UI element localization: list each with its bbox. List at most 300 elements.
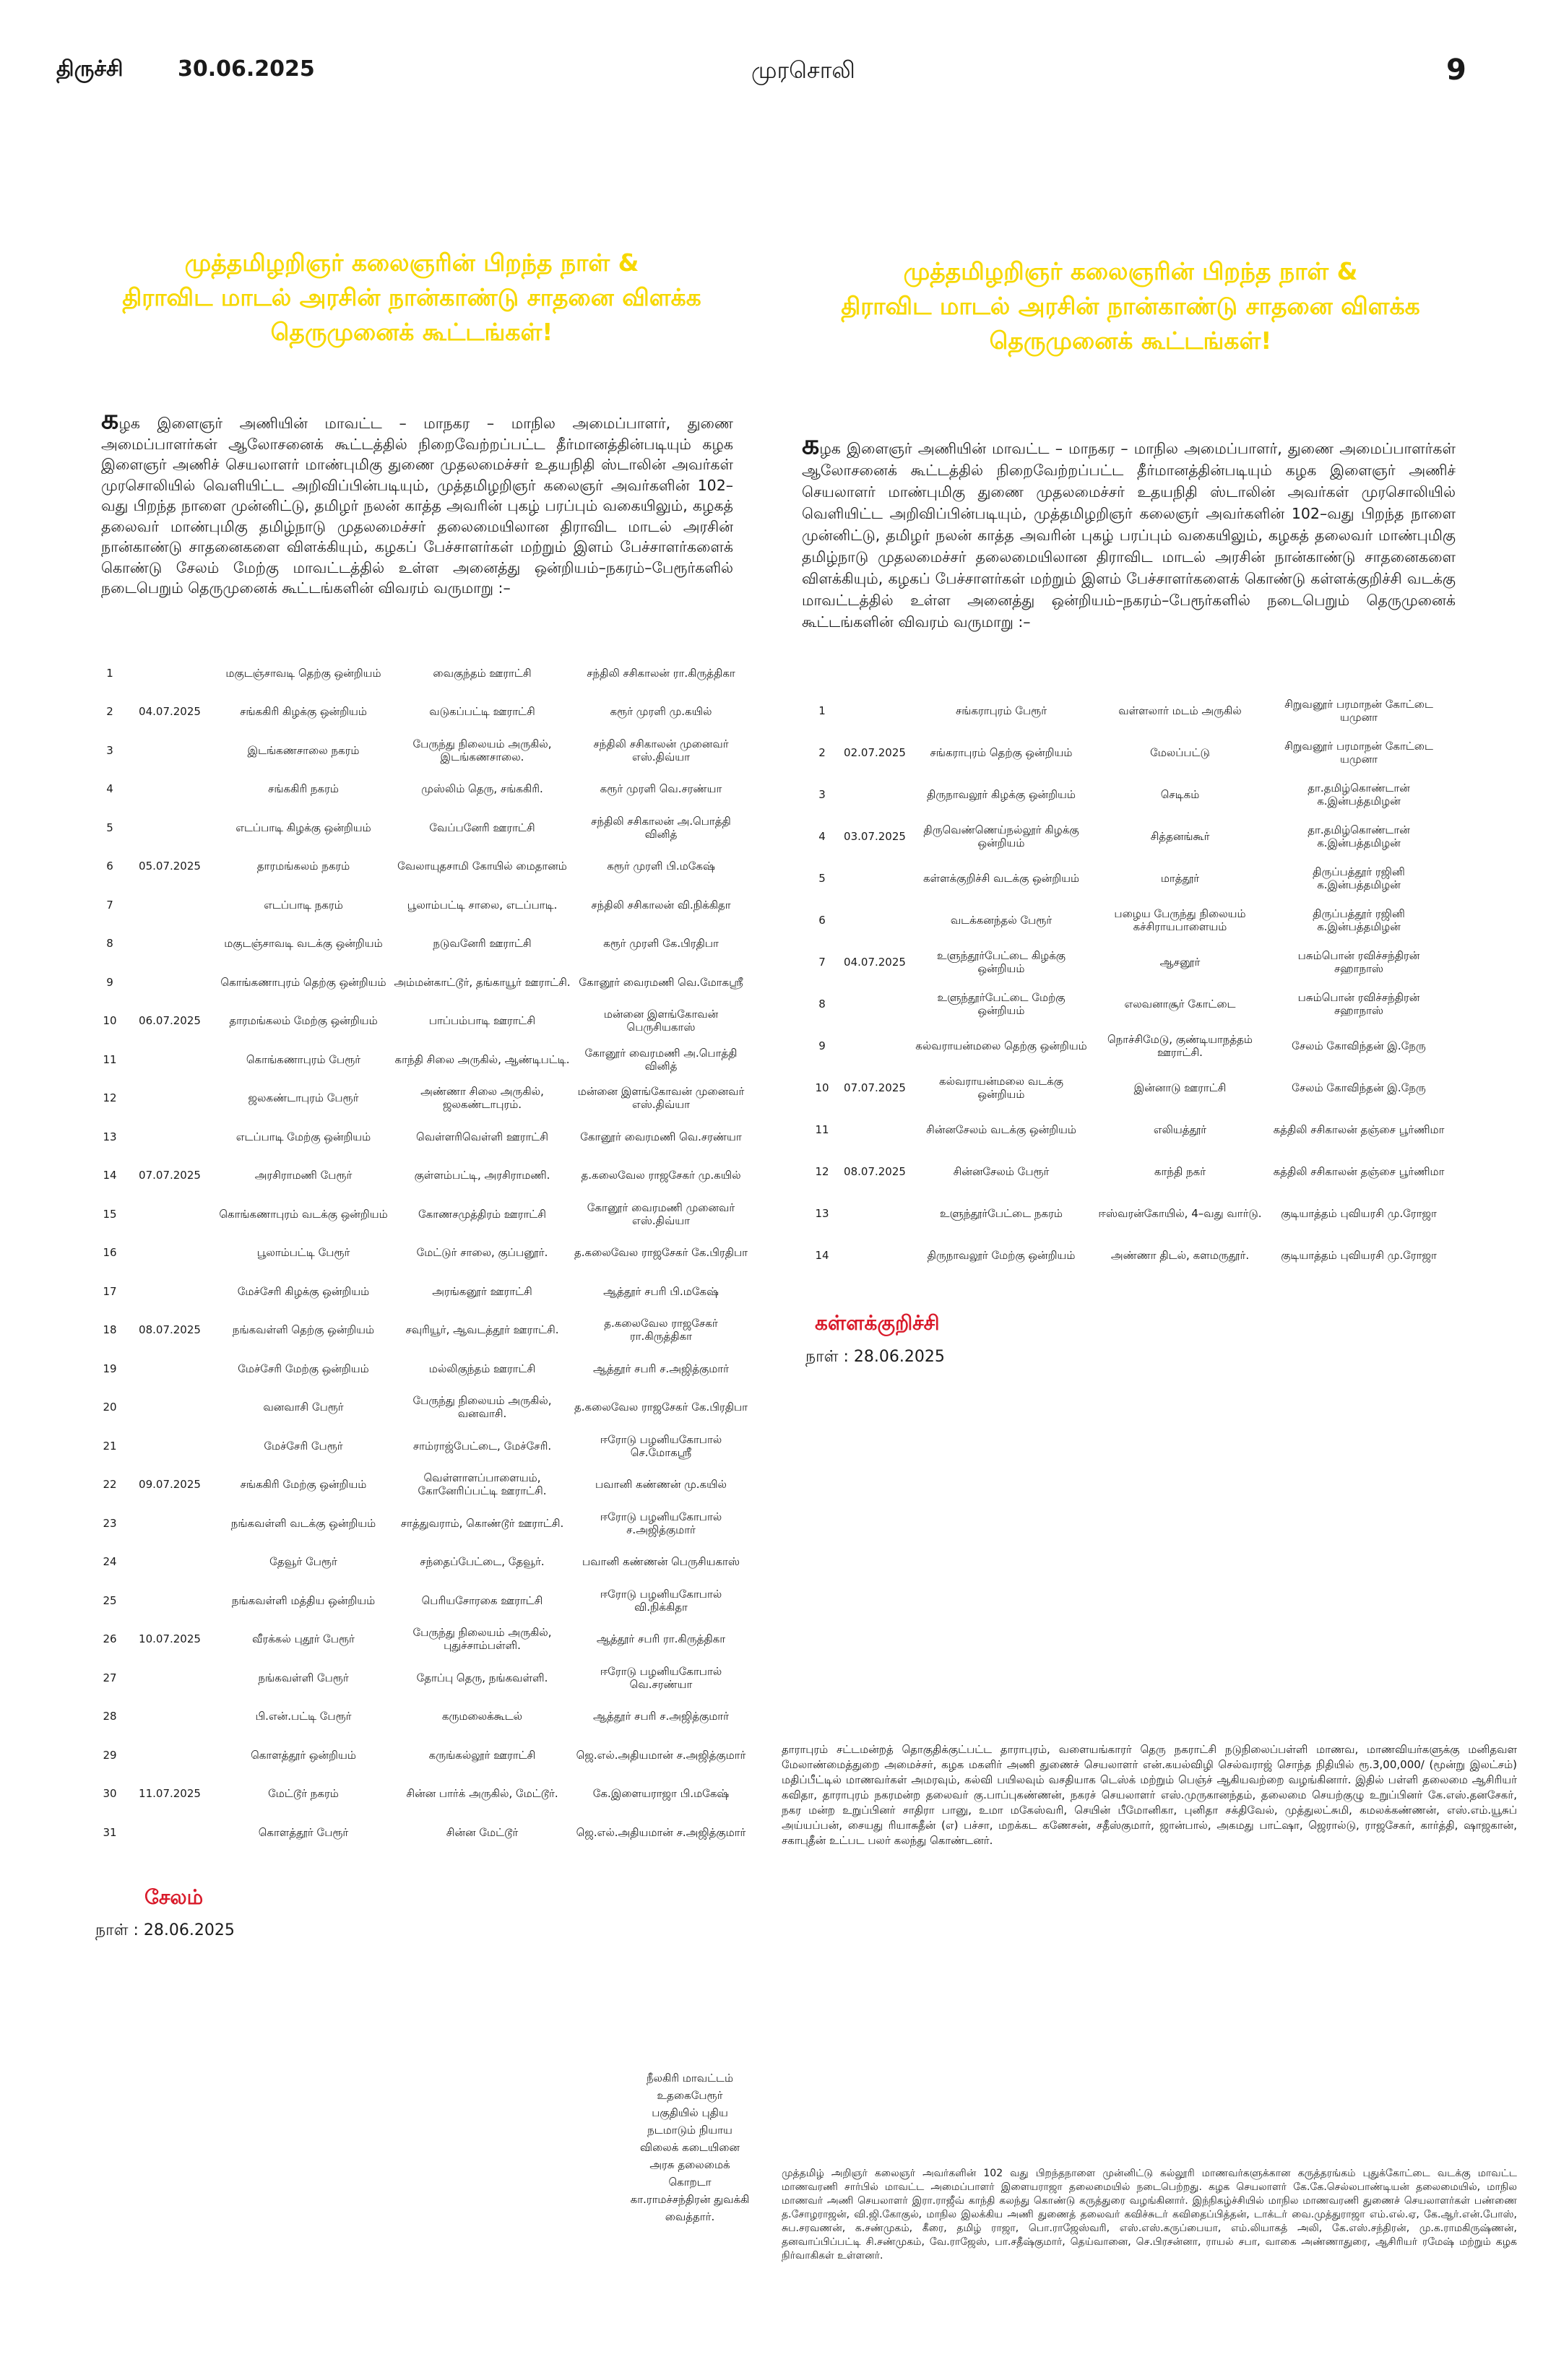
row-location: பேருந்து நிலையம் அருகில், இடங்கணசாலை.: [412, 737, 552, 763]
row-location: கோணசமுத்திரம் ஊராட்சி: [418, 1207, 546, 1221]
row-place: கொங்கணாபுரம் பேரூர்: [246, 1052, 361, 1066]
row-location: முஸ்லிம் தெரு, சங்ககிரி.: [421, 782, 543, 796]
schedule-row: [97, 1466, 748, 1505]
row-date: [123, 654, 217, 693]
nilgiri-caption-line: வைத்தார்.: [665, 2210, 715, 2223]
row-number: 20: [103, 1401, 117, 1414]
right-date-line: நாள் : 28.06.2025: [805, 1348, 945, 1366]
row-date: 07.07.2025: [844, 1081, 906, 1094]
row-speakers: ஆத்தூர் சபரி ச.அஜித்குமார்: [593, 1710, 729, 1723]
row-place: எடப்பாடி கிழக்கு ஒன்றியம்: [235, 821, 371, 834]
row-number: 15: [103, 1207, 117, 1221]
row-place: நங்கவள்ளி தெற்கு ஒன்றியம்: [232, 1323, 375, 1337]
row-speakers: கத்திலி சசிகாலன் தஞ்சை பூர்ணிமா: [1273, 1123, 1445, 1136]
row-speakers: ஈரோடு பழனியகோபால் வெ.சரண்யா: [600, 1664, 722, 1691]
row-speakers: கோனூர் வைரமணி வெ.மோகஸ்ரீ: [579, 975, 743, 989]
row-number: 4: [106, 782, 113, 796]
schedule-row: [97, 1195, 748, 1234]
row-place: கொங்கணாபுரம் வடக்கு ஒன்றியம்: [219, 1207, 388, 1221]
row-number: 17: [103, 1284, 117, 1298]
row-speakers: ஈரோடு பழனியகோபால் ச.அஜித்குமார்: [600, 1510, 722, 1536]
row-speakers: கோனூர் வைரமணி வெ.சரண்யா: [580, 1130, 742, 1143]
row-place: உளுந்தூர்பேட்டை மேற்கு ஒன்றியம்: [937, 991, 1066, 1017]
row-date: [123, 1697, 217, 1736]
right-article: [802, 254, 1459, 358]
nilgiri-caption-line: கா.ராமச்சந்திரன் துவக்கி: [630, 2193, 750, 2206]
row-location: வெள்ளரிவெள்ளி ஊராட்சி: [416, 1130, 548, 1143]
row-date: [835, 774, 915, 815]
row-number: 2: [818, 746, 826, 759]
row-number: 13: [103, 1130, 117, 1143]
row-place: மேச்சேரி மேற்கு ஒன்றியம்: [238, 1362, 369, 1375]
row-speakers: கே.இளையராஜா பி.மகேஷ்: [592, 1787, 730, 1801]
header-city: திருச்சி: [56, 56, 124, 82]
row-speakers: பசும்பொன் ரவிச்சந்திரன் சஹாநாஸ்: [1297, 949, 1420, 975]
schedule-row: [97, 1388, 748, 1427]
row-place: உளுந்தூர்பேட்டை நகரம்: [940, 1207, 1063, 1220]
pudukkottai-news: முத்தமிழ் அறிஞர் கலைஞர் அவர்களின் 102 வது பிறந்தநாளை முன்னிட்டு கல்லூரி மாணவர்களுக்கான கருத்தரங்கம் புதுக்கோட்டை வடக்கு மாவட்ட மாணவரணி சார்பில் மாவட்ட அமைப்பாளர் இளையராஜா தலைமையில் நடைபெற்றது. கழக செயலாளர் கே.கே.செல்லபாண்டியன் தலைமையில், மாநில மாணவர் அணி செயலாளர் இரா.ராஜீவ் காந்தி கலந்து கொண்டு கருத்துரை வழங்கினார். இந்நிகழ்ச்சியில் மாநில மாணவரணி துணைச் செயலாளர்கள் பண்ணை த.சோழராஜன், வி.ஜி.கோகுல், மாநில இலக்கிய அணி துணைத் தலைவர் கவிச்சுடர் கவிதைப்பித்தன், டாக்டர் வை.முத்துராஜா எம்.எல்.ஏ, கே.ஆர்.என்.போஸ், சுப.சரவணன், க.சண்முகம், கீரை, தமிழ் ராஜா, பொ.ராஜேஸ்வரி, எஸ்.எஸ்.கருப்பையா, எம்.லியாகத் அலி, கே.எஸ்.சந்திரன், மு.க.ராமகிருஷ்ணன், தனவாப்பிப்பட்டி சி.சண்முகம், வே.ராஜேஸ், பா.சதீஷ்குமார், தெய்வானை, செ.பிரசன்னா, ராயல் சபா, வாகை அண்ணாதுரை, ஆசிரியர் ரமேஷ் மற்றும் கழக நிர்வாகிகள் உள்ளனர்.: [782, 2168, 1517, 2262]
row-location: சின்ன மேட்டூர்: [446, 1825, 519, 1839]
row-date: [123, 1658, 217, 1697]
schedule-row: [97, 654, 748, 693]
row-place: மகுடஞ்சாவடி தெற்கு ஒன்றியம்: [225, 666, 381, 680]
schedule-row: [809, 690, 1445, 732]
row-speakers: சிறுவனூர் பரமாநன் கோட்டை யமுனா: [1284, 740, 1433, 766]
row-speakers: கத்திலி சசிகாலன் தஞ்சை பூர்ணிமா: [1273, 1165, 1445, 1178]
row-speakers: ஈரோடு பழனியகோபால் வி.நிக்கிதா: [600, 1587, 722, 1614]
row-number: 23: [103, 1516, 117, 1530]
schedule-row: [97, 847, 748, 886]
row-location: எலவனாசூர் கோட்டை: [1124, 998, 1236, 1011]
schedule-row: [97, 1697, 748, 1736]
schedule-row: [809, 732, 1445, 774]
row-speakers: கரூர் முரளி கே.பிரதிபா: [603, 937, 719, 951]
row-date: 05.07.2025: [139, 860, 201, 873]
row-date: [123, 1272, 217, 1311]
row-date: [123, 1040, 217, 1079]
row-location: தோப்பு தெரு, நங்கவள்ளி.: [416, 1671, 548, 1684]
schedule-row: [809, 1109, 1445, 1151]
row-number: 19: [103, 1362, 117, 1375]
row-speakers: திருப்பத்தூர் ரஜினி க.இன்பத்தமிழன்: [1313, 865, 1405, 891]
row-location: இன்னாடு ஊராட்சி: [1133, 1081, 1227, 1094]
right-title-line: முத்தமிழறிஞர் கலைஞரின் பிறந்த நாள் &: [903, 257, 1358, 285]
schedule-row: [97, 925, 748, 964]
right-title-line: திராவிட மாடல் அரசின் நான்காண்டு சாதனை விளக்க: [841, 292, 1420, 320]
row-place: அரசிராமணி பேரூர்: [254, 1169, 353, 1182]
nilgiri-caption-line: பகுதியில் புதிய: [652, 2106, 728, 2119]
row-number: 8: [106, 937, 113, 951]
row-number: 30: [103, 1787, 117, 1801]
row-date: 08.07.2025: [844, 1165, 906, 1178]
row-date: [123, 808, 217, 847]
left-schedule-table: [97, 654, 748, 1852]
row-number: 21: [103, 1439, 117, 1453]
row-date: 04.07.2025: [139, 705, 201, 719]
row-date: [835, 1193, 915, 1234]
schedule-row: [809, 1067, 1445, 1109]
nilgiri-caption-line: விலைக் கடையினை: [640, 2141, 740, 2154]
schedule-row: [809, 1151, 1445, 1193]
row-speakers: தா.தமிழ்கொண்டான் க.இன்பத்தமிழன்: [1308, 782, 1410, 808]
row-date: [123, 1195, 217, 1234]
row-speakers: ஜெ.எல்.அதியமான் ச.அஜித்குமார்: [576, 1748, 746, 1762]
row-place: கள்ளக்குறிச்சி வடக்கு ஒன்றியம்: [922, 872, 1080, 885]
row-location: பழைய பேருந்து நிலையம் கச்சிராயபாளையம்: [1114, 907, 1246, 933]
row-date: [123, 1388, 217, 1427]
row-date: [835, 899, 915, 941]
schedule-row: [97, 1117, 748, 1156]
row-number: 14: [103, 1169, 117, 1182]
row-speakers: கோனூர் வைரமணி முனைவர் எஸ்.திவ்யா: [587, 1200, 735, 1227]
row-place: தாரமங்கலம் நகரம்: [256, 860, 350, 873]
schedule-row: [809, 983, 1445, 1025]
row-speakers: குடியாத்தம் புவியரசி மு.ரோஜா: [1281, 1207, 1437, 1220]
row-speakers: சேலம் கோவிந்தன் இ.நேரு: [1292, 1039, 1426, 1052]
row-location: அம்மன்காட்டூர், தங்காயூர் ஊராட்சி.: [394, 975, 571, 989]
row-date: [123, 1736, 217, 1775]
row-location: சவுரியூர், ஆவடத்தூர் ஊராட்சி.: [405, 1323, 559, 1337]
row-location: மேட்டுர் சாலை, குப்பனூர்.: [416, 1246, 548, 1260]
schedule-row: [97, 808, 748, 847]
schedule-row: [809, 941, 1445, 983]
schedule-row: [97, 1427, 748, 1466]
row-location: சித்தனங்கூர்: [1150, 830, 1210, 843]
schedule-row: [97, 1311, 748, 1350]
schedule-row: [97, 1504, 748, 1543]
row-place: திருநாவலூர் கிழக்கு ஒன்றியம்: [927, 788, 1076, 801]
row-date: [123, 886, 217, 925]
row-location: பேருந்து நிலையம் அருகில், வனவாசி.: [412, 1394, 552, 1421]
schedule-row: [97, 1581, 748, 1620]
row-number: 31: [103, 1825, 117, 1839]
row-date: [123, 1543, 217, 1582]
schedule-row: [97, 1658, 748, 1697]
row-date: 07.07.2025: [139, 1169, 201, 1182]
row-location: மாத்தூர்: [1160, 872, 1200, 885]
row-date: [123, 731, 217, 770]
left-intro: [101, 403, 733, 599]
row-location: பாப்பம்பாடி ஊராட்சி: [428, 1014, 536, 1028]
row-speakers: சிறுவனூர் பரமாநன் கோட்டை யமுனா: [1284, 698, 1433, 724]
schedule-row: [97, 1775, 748, 1814]
row-place: நங்கவள்ளி மத்திய ஒன்றியம்: [231, 1593, 376, 1607]
row-location: ஆசனூர்: [1159, 956, 1201, 969]
schedule-row: [97, 1813, 748, 1852]
row-date: [835, 1025, 915, 1067]
left-intro-text: ழக இளைஞர் அணியின் மாவட்ட – மாநகர – மாநில அமைப்பாளர், துணை அமைப்பாளர்கள் ஆலோசனைக் கூட்டத்தில் நிறைவேற்றப்பட்ட தீர்மானத்தின்படியும் கழக இளைஞர் அணிச் செயலாளர் மாண்புமிகு துணை முதலமைச்சர் உதயநிதி ஸ்டாலின் அவர்கள் முரசொலியில் வெளியிட்ட அறிவிப்பின்படியும், முத்தமிழறிஞர் கலைஞர் அவர்களின் 102–வது பிறந்த நாளை முன்னிட்டு, தமிழர் நலன் காத்த அவரின் புகழ் பரப்பும் வகையிலும், கழகத் தலைவர் மாண்புமிகு தமிழ்நாடு முதலமைச்சர் தலைமையிலான திராவிட மாடல் அரசின் நான்காண்டு சாதனைகளை விளக்கியும், கழகப் பேச்சாளர்கள் மற்றும் இளம் பேச்சாளர்களைக் கொண்டு சேலம் மேற்கு மாவட்டத்தில் உள்ள அனைத்து ஒன்றியம்–நகரம்–பேரூர்களில் நடைபெறும் தெருமுனைக் கூட்டங்களின் விவரம் வருமாறு :–: [101, 415, 733, 597]
left-title-line: தெருமுனைக் கூட்டங்கள்!: [270, 318, 553, 346]
row-number: 3: [106, 743, 113, 757]
row-place: எடப்பாடி நகரம்: [264, 898, 343, 912]
row-speakers: சந்திலி சசிகாலன் வி.நிக்கிதா: [591, 898, 731, 912]
row-speakers: பசும்பொன் ரவிச்சந்திரன் சஹாநாஸ்: [1297, 991, 1420, 1017]
row-number: 13: [815, 1207, 829, 1220]
row-speakers: கோனூர் வைரமணி அ.பொத்தி வினித்: [584, 1046, 738, 1073]
row-date: [123, 925, 217, 964]
row-number: 9: [818, 1039, 826, 1052]
row-location: வேலாயுதசாமி கோயில் மைதானம்: [397, 860, 567, 873]
row-date: [123, 770, 217, 809]
row-place: சங்கராபுரம் தெற்கு ஒன்றியம்: [930, 746, 1073, 759]
row-number: 27: [103, 1671, 117, 1684]
row-number: 4: [818, 830, 826, 843]
right-region-title: கள்ளக்குறிச்சி: [815, 1311, 940, 1335]
row-place: தாரமங்கலம் மேற்கு ஒன்றியம்: [229, 1014, 378, 1028]
row-location: பெரியசோரகை ஊராட்சி: [421, 1593, 543, 1607]
row-date: [123, 1581, 217, 1620]
right-intro-dropcap: க: [802, 428, 820, 460]
row-speakers: தா.தமிழ்கொண்டான் க.இன்பத்தமிழன்: [1308, 823, 1410, 849]
row-number: 3: [818, 788, 826, 801]
row-place: கல்வராயன்மலை வடக்கு ஒன்றியம்: [938, 1075, 1063, 1101]
row-place: உளுந்தூர்பேட்டை கிழக்கு ஒன்றியம்: [936, 949, 1066, 975]
row-speakers: சேலம் கோவிந்தன் இ.நேரு: [1292, 1081, 1426, 1094]
row-speakers: குடியாத்தம் புவியரசி மு.ரோஜா: [1281, 1249, 1437, 1262]
right-article-title: [802, 254, 1459, 358]
row-place: நங்கவள்ளி வடக்கு ஒன்றியம்: [230, 1516, 376, 1530]
row-place: கொளத்தூர் பேரூர்: [258, 1825, 349, 1839]
row-location: வேப்பனேரி ஊராட்சி: [429, 821, 535, 834]
row-date: 08.07.2025: [139, 1323, 201, 1337]
row-date: [123, 1117, 217, 1156]
row-place: கல்வராயன்மலை தெற்கு ஒன்றியம்: [915, 1039, 1087, 1052]
left-title-line: திராவிட மாடல் அரசின் நான்காண்டு சாதனை விளக்க: [122, 283, 701, 311]
row-location: காந்தி சிலை அருகில், ஆண்டிபட்டி.: [394, 1052, 570, 1066]
row-date: [123, 1079, 217, 1118]
row-speakers: த.கலைவேல ராஜசேகர் கே.பிரதிபா: [574, 1246, 748, 1260]
row-date: [123, 963, 217, 1002]
row-location: நொச்சிமேடு, குண்டியாநத்தம் ஊராட்சி.: [1107, 1033, 1253, 1059]
nilgiri-caption: [618, 2069, 762, 2225]
header-newspaper-name: முரசொலி: [751, 56, 855, 84]
row-date: [835, 983, 915, 1025]
row-place: சின்னசேலம் பேரூர்: [953, 1165, 1050, 1178]
row-place: மகுடஞ்சாவடி வடக்கு ஒன்றியம்: [224, 937, 383, 951]
row-number: 6: [818, 914, 826, 927]
row-date: [123, 1504, 217, 1543]
schedule-row: [809, 1234, 1445, 1276]
row-location: நடுவனேரி ஊராட்சி: [433, 937, 532, 951]
schedule-row: [809, 1025, 1445, 1067]
row-place: மேச்சேரி கிழக்கு ஒன்றியம்: [237, 1284, 370, 1298]
row-location: வைகுந்தம் ஊராட்சி: [433, 666, 532, 680]
row-place: வீரக்கல் புதூர் பேரூர்: [252, 1632, 355, 1646]
row-speakers: மன்னை இளங்கோவன் முனைவர் எஸ்.திவ்யா: [577, 1085, 745, 1112]
row-speakers: ஆத்தூர் சபரி ரா.கிருத்திகா: [596, 1632, 726, 1646]
schedule-row: [97, 1272, 748, 1311]
row-location: கருங்கல்லூர் ஊராட்சி: [428, 1748, 536, 1762]
nilgiri-caption-line: அரசு தலைமைக்: [649, 2158, 730, 2171]
row-number: 1: [818, 704, 826, 717]
row-speakers: பவானி கண்ணன் பெருசியகாஸ்: [582, 1555, 740, 1569]
right-intro: [802, 428, 1456, 633]
row-date: 02.07.2025: [844, 746, 906, 759]
row-location: அண்ணா திடல், களமருதூர்.: [1110, 1249, 1250, 1262]
row-number: 5: [106, 821, 113, 834]
row-place: தேவூர் பேரூர்: [269, 1555, 337, 1569]
row-place: பூலாம்பட்டி பேரூர்: [256, 1246, 350, 1260]
row-speakers: சந்திலி சசிகாலன் முனைவர் எஸ்.திவ்யா: [593, 737, 729, 763]
schedule-row: [97, 770, 748, 809]
row-place: எடப்பாடி மேற்கு ஒன்றியம்: [235, 1130, 371, 1143]
row-location: எலியத்தூர்: [1153, 1123, 1207, 1136]
nilgiri-caption-line: நீலகிரி மாவட்டம்: [646, 2072, 734, 2085]
row-date: [123, 1813, 217, 1852]
schedule-row: [809, 857, 1445, 899]
row-date: [835, 1109, 915, 1151]
header-date: 30.06.2025: [178, 56, 315, 82]
row-date: 04.07.2025: [844, 956, 906, 969]
row-speakers: த.கலைவேல ராஜசேகர் கே.பிரதிபா: [574, 1401, 748, 1414]
right-schedule-table: [809, 690, 1445, 1276]
schedule-row: [97, 1079, 748, 1118]
schedule-row: [97, 1040, 748, 1079]
schedule-row: [97, 731, 748, 770]
row-location: மேலப்பட்டு: [1150, 746, 1210, 759]
row-location: காந்தி நகர்: [1154, 1165, 1206, 1178]
row-speakers: திருப்பத்தூர் ரஜினி க.இன்பத்தமிழன்: [1313, 907, 1405, 933]
row-place: பி.என்.பட்டி பேரூர்: [255, 1710, 352, 1723]
row-number: 6: [106, 860, 113, 873]
row-location: மல்லிகுந்தம் ஊராட்சி: [428, 1362, 536, 1375]
row-place: மேச்சேரி பேரூர்: [264, 1439, 343, 1453]
row-number: 29: [103, 1748, 117, 1762]
row-location: வடுகப்பட்டி ஊராட்சி: [429, 705, 535, 719]
row-location: அண்ணா சிலை அருகில், ஜலகண்டாபுரம்.: [420, 1085, 544, 1112]
row-place: சங்கராபுரம் பேரூர்: [955, 704, 1047, 717]
schedule-row: [97, 1543, 748, 1582]
row-speakers: கரூர் முரளி மு.கயில்: [610, 705, 712, 719]
page-header: [0, 53, 1543, 92]
row-date: [123, 1349, 217, 1388]
schedule-row: [97, 693, 748, 732]
row-location: குள்ளம்பட்டி, அரசிராமணி.: [414, 1169, 550, 1182]
row-speakers: ஈரோடு பழனியகோபால் செ.மோகஸ்ரீ: [600, 1432, 722, 1459]
row-date: 06.07.2025: [139, 1014, 201, 1028]
row-number: 14: [815, 1249, 829, 1262]
left-article-title: [87, 246, 737, 350]
row-number: 12: [815, 1165, 829, 1178]
row-speakers: ஜெ.எல்.அதியமான் ச.அஜித்குமார்: [576, 1825, 746, 1839]
nilgiri-caption-line: நடமாடும் நியாய: [647, 2124, 732, 2137]
row-speakers: ஆத்தூர் சபரி ச.அஜித்குமார்: [593, 1362, 729, 1375]
row-speakers: த.கலைவேல ராஜசேகர் மு.கயில்: [581, 1169, 741, 1182]
schedule-row: [809, 899, 1445, 941]
left-title-line: முத்தமிழறிஞர் கலைஞரின் பிறந்த நாள் &: [184, 248, 639, 277]
row-location: கருமலைக்கூடல்: [441, 1710, 523, 1723]
nilgiri-caption-line: உதகைபேரூர்: [657, 2089, 723, 2102]
row-number: 8: [818, 998, 826, 1011]
row-number: 16: [103, 1246, 117, 1260]
schedule-row: [97, 1002, 748, 1041]
row-speakers: த.கலைவேல ராஜசேகர் ரா.கிருத்திகா: [604, 1317, 718, 1343]
row-date: [835, 857, 915, 899]
row-place: வனவாசி பேரூர்: [263, 1401, 344, 1414]
row-place: கொளத்தூர் ஒன்றியம்: [251, 1748, 356, 1762]
row-number: 10: [103, 1014, 117, 1028]
row-date: 03.07.2025: [844, 830, 906, 843]
schedule-row: [97, 1620, 748, 1659]
row-number: 7: [106, 898, 113, 912]
schedule-row: [809, 815, 1445, 857]
row-location: சந்தைப்பேட்டை, தேவூர்.: [420, 1555, 545, 1569]
row-number: 12: [103, 1091, 117, 1105]
row-number: 18: [103, 1323, 117, 1337]
row-location: ஈஸ்வரன்கோயில், 4–வது வார்டு.: [1098, 1207, 1262, 1220]
row-location: சாம்ராஜ்பேட்டை, மேச்சேரி.: [412, 1439, 552, 1453]
row-date: 09.07.2025: [139, 1478, 201, 1492]
row-number: 11: [815, 1123, 829, 1136]
schedule-row: [97, 1736, 748, 1775]
schedule-row: [809, 1193, 1445, 1234]
row-speakers: சந்திலி சசிகாலன் அ.பொத்தி வினித்: [591, 814, 731, 841]
schedule-row: [97, 1156, 748, 1195]
row-date: [123, 1427, 217, 1466]
schedule-row: [97, 1349, 748, 1388]
left-region-title: சேலம்: [144, 1885, 204, 1909]
schedule-row: [97, 1234, 748, 1273]
row-place: சின்னசேலம் வடக்கு ஒன்றியம்: [926, 1123, 1076, 1136]
schedule-row: [97, 886, 748, 925]
row-number: 7: [818, 956, 826, 969]
row-place: கொங்கணாபுரம் தெற்கு ஒன்றியம்: [220, 975, 386, 989]
row-location: வள்ளலார் மடம் அருகில்: [1118, 704, 1242, 717]
row-location: சின்ன பார்க் அருகில், மேட்டூர்.: [406, 1787, 558, 1801]
schedule-row: [809, 774, 1445, 815]
row-number: 5: [818, 872, 826, 885]
row-number: 11: [103, 1052, 117, 1066]
row-place: இடங்கணசாலை நகரம்: [247, 743, 360, 757]
row-speakers: கரூர் முரளி பி.மகேஷ்: [607, 860, 715, 873]
row-date: [835, 690, 915, 732]
row-place: சங்ககிரி கிழக்கு ஒன்றியம்: [240, 705, 367, 719]
row-speakers: கரூர் முரளி வெ.சரண்யா: [600, 782, 722, 796]
row-number: 10: [815, 1081, 829, 1094]
row-date: 10.07.2025: [139, 1632, 201, 1646]
right-title-line: தெருமுனைக் கூட்டங்கள்!: [989, 326, 1272, 355]
tharapuram-news: தாராபுரம் சட்டமன்றத் தொகுதிக்குட்பட்ட தாராபுரம், வளையங்காரர் தெரு நகராட்சி நடுநிலைப்பள்ளி மாணவ, மாணவியர்களுக்கு மனிதவள மேலாண்மைத்துறை அமைச்சர், கழக மகளிர் அணி துணைச் செயலாளர் என்.கயல்விழி செல்வராஜ் சொந்த நிதியில் ரூ.3,00,000/ (மூன்று இலட்சம்) மதிப்பீட்டில் மாணவர்கள் அமரவும், கல்வி பயிலவும் வசதியாக டெஸ்க் மற்றும் பெஞ்ச் ஆகியவற்றை வழங்கினார். இதில் பள்ளி தலைமை ஆசிரியர் கவிதா, தாராபுரம் நகரமன்ற தலைவர் கு.பாப்புகண்ணன், நகரச் செயலாளர் எஸ்.முருகானந்தம், தலைமை செயற்குழு உறுப்பினர் கே.எஸ்.தனசேகர், நகர மன்ற உறுப்பினர் சாதிரா பானு, உமா மகேஸ்வரி, செயின் பீமோனிகா, புனிதா சக்திவேல், முத்துலட்சுமி, கமலக்கண்ணன், எஸ்.எம்.யூசுப் அய்யப்பன், சையது ரியாசுதீன் (எ) பச்சா, மறக்கட கணேசன், சதீஸ்குமார், ஜான்பால், அகமது பாட்ஷா, ஜெரால்டு, ராஜசேகர், கார்த்தி, ஷாஜகான், சகாபுதீன் உட்பட பலர் கலந்து கொண்டனர்.: [782, 1743, 1517, 1847]
row-location: வெள்ளாளப்பாளையம், கோனேரிப்பட்டி ஊராட்சி.: [418, 1471, 547, 1498]
schedule-row: [97, 963, 748, 1002]
row-number: 1: [106, 666, 113, 680]
row-speakers: ஆத்தூர் சபரி பி.மகேஷ்: [603, 1284, 719, 1298]
row-place: சங்ககிரி நகரம்: [268, 782, 339, 796]
row-date: [835, 1234, 915, 1276]
header-page-number: 9: [1446, 53, 1466, 87]
row-number: 25: [103, 1593, 117, 1607]
row-location: அரங்கனூர் ஊராட்சி: [432, 1284, 532, 1298]
row-location: சாத்துவராம், கொண்டூர் ஊராட்சி.: [400, 1516, 564, 1530]
row-location: செடிகம்: [1160, 788, 1200, 801]
row-place: மேட்டூர் நகரம்: [268, 1787, 339, 1801]
row-location: பேருந்து நிலையம் அருகில், புதுச்சாம்பள்ளி.: [412, 1626, 552, 1653]
left-date-line: நாள் : 28.06.2025: [95, 1921, 235, 1939]
row-number: 2: [106, 705, 113, 719]
row-place: திருவெண்ணெய்நல்லூர் கிழக்கு ஒன்றியம்: [923, 823, 1079, 849]
row-number: 28: [103, 1710, 117, 1723]
row-place: நங்கவள்ளி பேரூர்: [258, 1671, 349, 1684]
row-number: 24: [103, 1555, 117, 1569]
row-speakers: பவானி கண்ணன் மு.கயில்: [595, 1478, 727, 1492]
row-place: சங்ககிரி மேற்கு ஒன்றியம்: [240, 1478, 367, 1492]
row-number: 26: [103, 1632, 117, 1646]
row-place: திருநாவலூர் மேற்கு ஒன்றியம்: [927, 1249, 1076, 1262]
row-speakers: சந்திலி சசிகாலன் ரா.கிருத்திகா: [587, 666, 735, 680]
left-intro-dropcap: க: [101, 403, 119, 435]
row-place: வடக்கனந்தல் பேரூர்: [950, 914, 1053, 927]
row-number: 9: [106, 975, 113, 989]
